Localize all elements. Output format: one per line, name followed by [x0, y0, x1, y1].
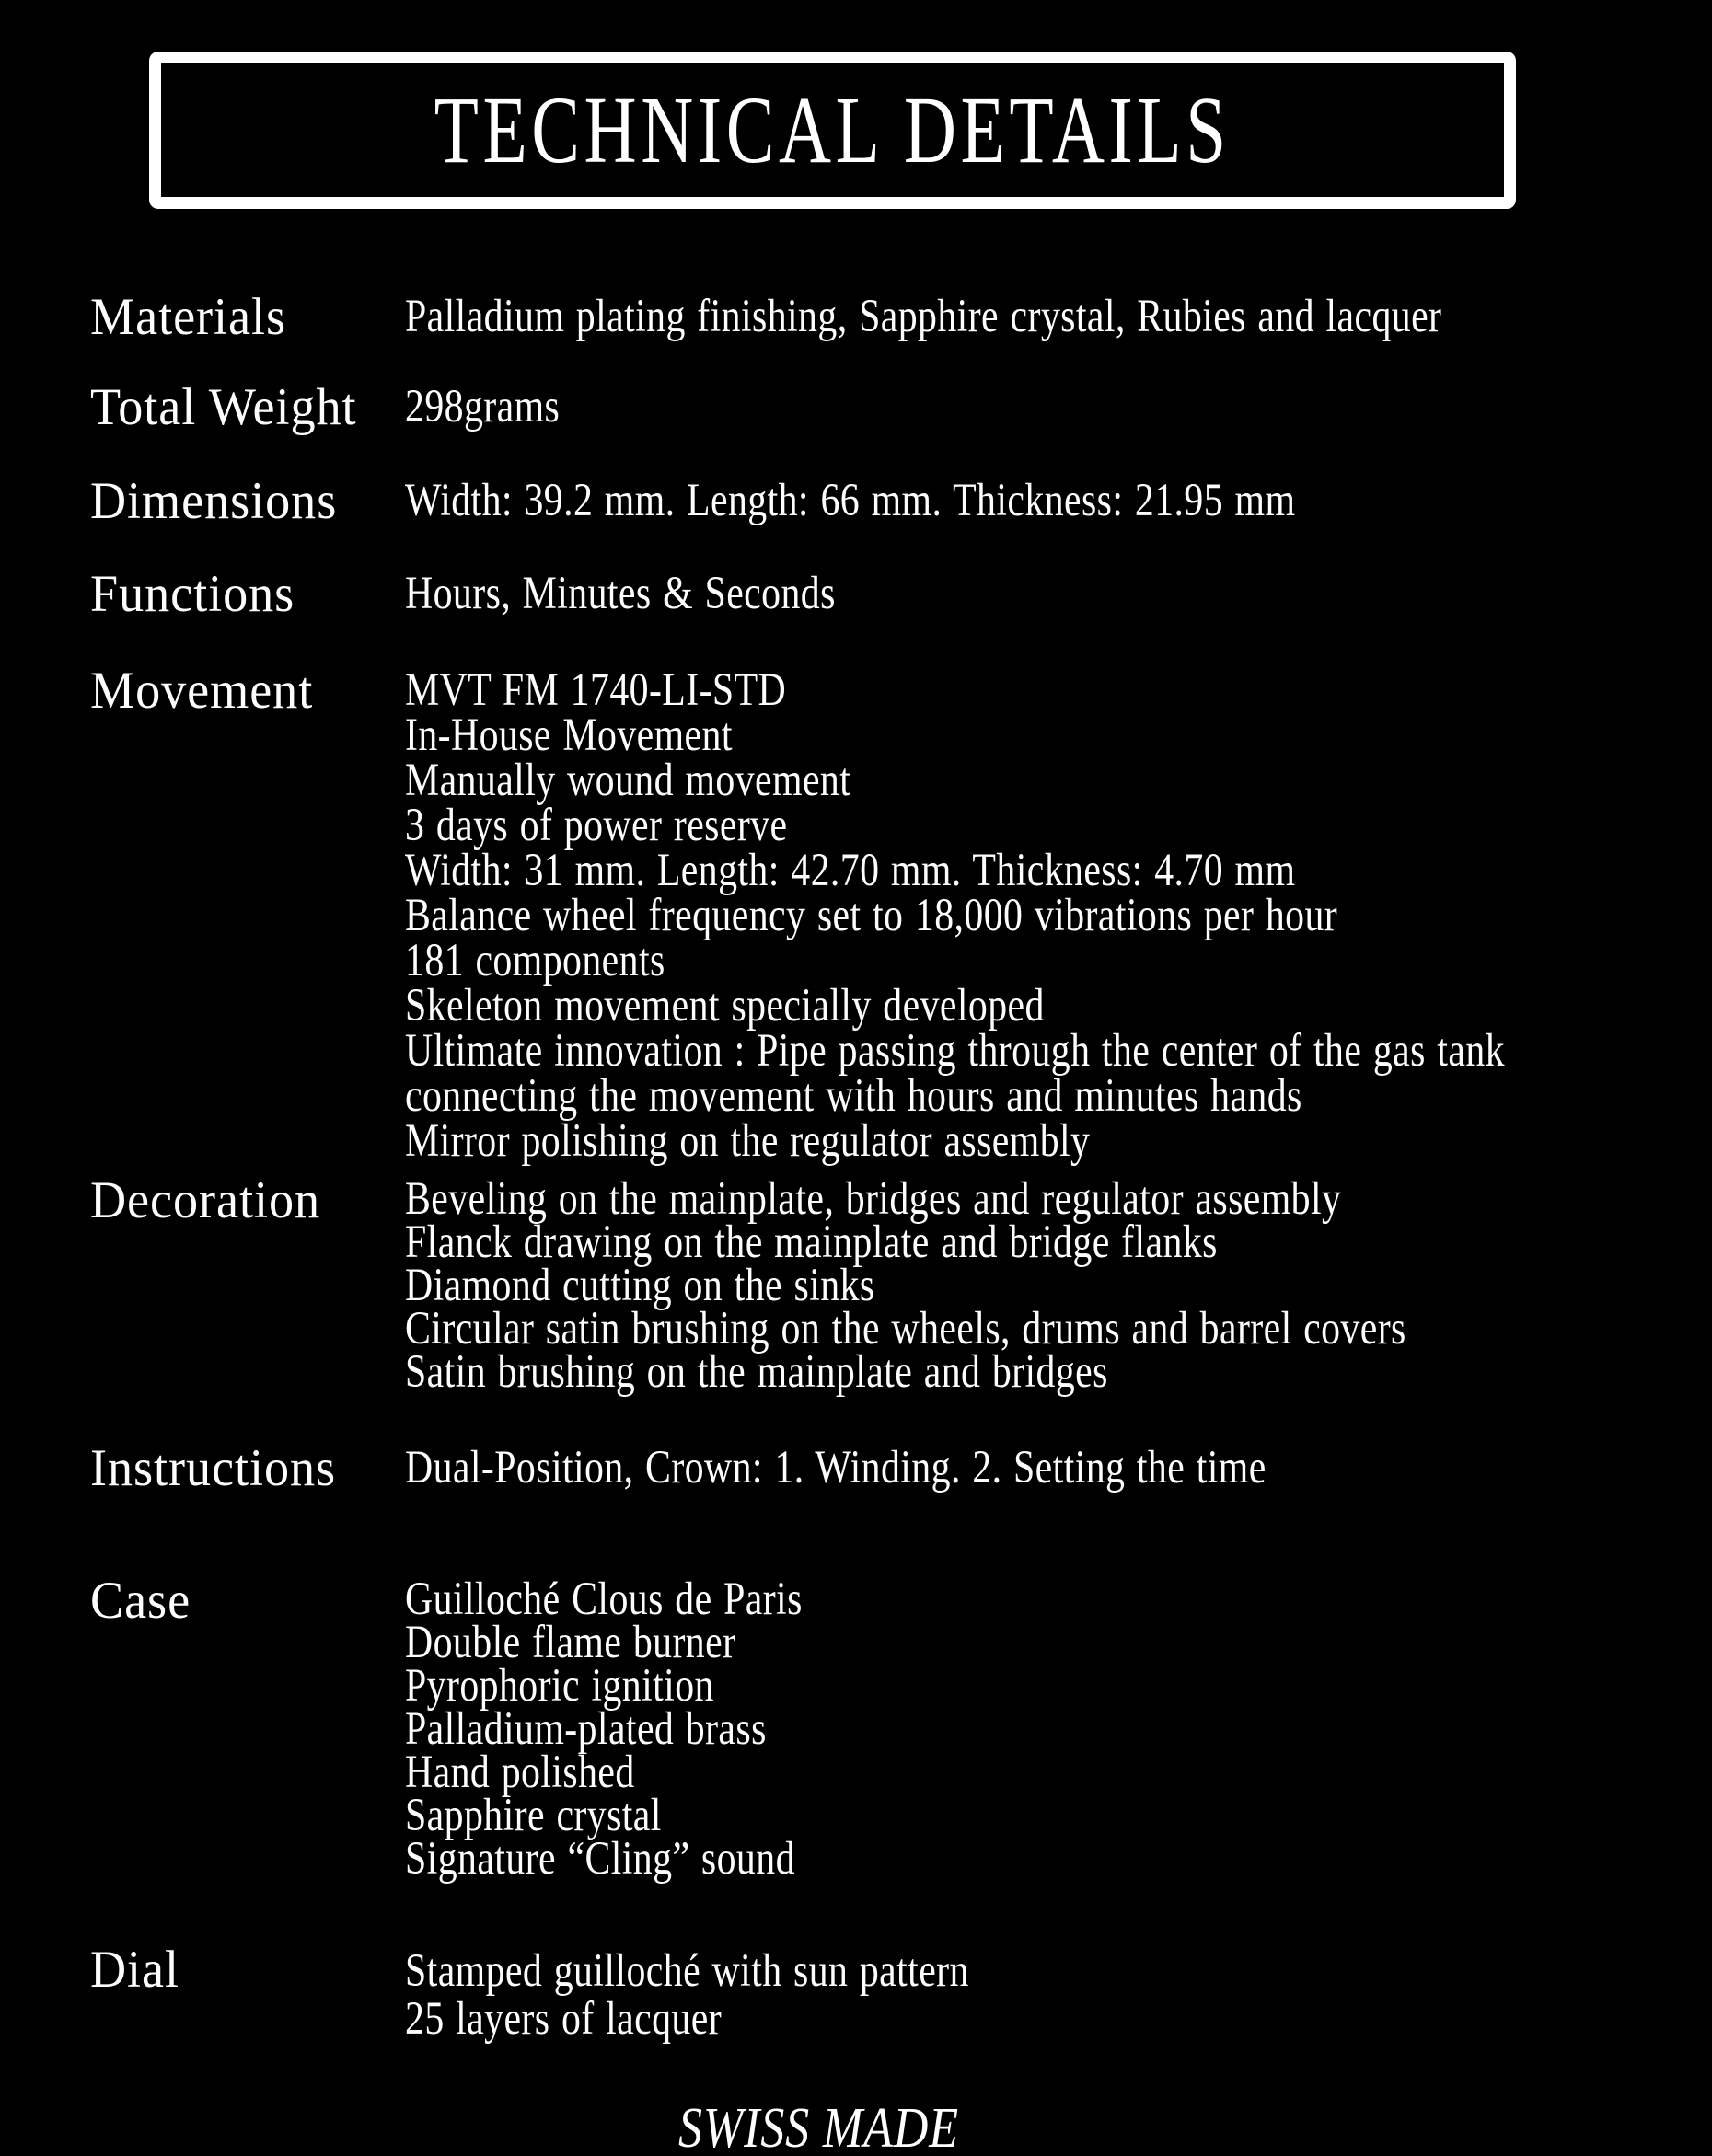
section-label-dimensions: Dimensions	[90, 472, 338, 530]
section-label-instructions: Instructions	[90, 1439, 337, 1497]
section-label-decoration: Decoration	[90, 1171, 321, 1229]
section-values-total-weight	[405, 381, 561, 432]
section-values-decoration	[405, 1173, 1406, 1398]
section-label-case: Case	[90, 1572, 191, 1630]
spec-line: 298grams	[405, 381, 561, 432]
spec-line: Hours, Minutes & Seconds	[405, 568, 836, 619]
spec-line: 3 days of power reserve	[405, 800, 788, 851]
spec-line: Beveling on the mainplate, bridges and regulator assembly	[405, 1173, 1342, 1225]
title-box	[149, 52, 1516, 209]
spec-line: Double flame burner	[405, 1617, 736, 1668]
section-values-case	[405, 1574, 803, 1885]
spec-line: Hand polished	[405, 1747, 635, 1798]
spec-line: Stamped guilloché with sun pattern	[405, 1945, 969, 1997]
spec-line: Manually wound movement	[405, 755, 851, 806]
section-values-dial	[405, 1947, 969, 2043]
section-label-materials: Materials	[90, 288, 287, 346]
spec-line: Circular satin brushing on the wheels, drums and barrel covers	[405, 1303, 1406, 1355]
section-values-functions	[405, 568, 836, 619]
spec-line: 25 layers of lacquer	[405, 1993, 723, 2045]
section-label-functions: Functions	[90, 565, 295, 623]
section-label-total-weight: Total Weight	[90, 378, 357, 436]
spec-line: Diamond cutting on the sinks	[405, 1260, 875, 1311]
spec-line: Palladium plating finishing, Sapphire crystal, Rubies and lacquer	[405, 291, 1442, 342]
spec-line: Sapphire crystal	[405, 1790, 662, 1841]
spec-line: Palladium-plated brass	[405, 1703, 767, 1755]
spec-line: 181 components	[405, 935, 665, 986]
spec-line: Width: 31 mm. Length: 42.70 mm. Thickness: 4.70 mm	[405, 845, 1296, 896]
section-values-dimensions	[405, 475, 1296, 526]
spec-line: Signature “Cling” sound	[405, 1833, 795, 1885]
page-title: TECHNICAL DETAILS	[434, 77, 1232, 183]
section-label-dial: Dial	[90, 1941, 180, 1999]
spec-line: MVT FM 1740-LI-STD	[405, 664, 787, 716]
spec-line: In-House Movement	[405, 709, 733, 761]
spec-line: Skeleton movement specially developed	[405, 980, 1045, 1032]
spec-line: connecting the movement with hours and minutes hands	[405, 1070, 1302, 1122]
swiss-made-label: SWISS MADE	[678, 2097, 959, 2156]
spec-line: Balance wheel frequency set to 18,000 vibrations per hour	[405, 890, 1338, 941]
section-label-movement: Movement	[90, 662, 314, 720]
spec-line: Flanck drawing on the mainplate and bridge flanks	[405, 1216, 1218, 1268]
section-values-materials	[405, 291, 1442, 342]
spec-line: Mirror polishing on the regulator assembly	[405, 1115, 1091, 1167]
spec-line: Guilloché Clous de Paris	[405, 1574, 803, 1625]
spec-line: Pyrophoric ignition	[405, 1660, 714, 1712]
spec-line: Dual-Position, Crown: 1. Winding. 2. Setting the time	[405, 1442, 1267, 1493]
section-values-movement	[405, 664, 1505, 1167]
section-values-instructions	[405, 1442, 1267, 1493]
spec-line: Width: 39.2 mm. Length: 66 mm. Thickness: 21.95 mm	[405, 475, 1296, 526]
spec-line: Ultimate innovation : Pipe passing through the center of the gas tank	[405, 1025, 1505, 1077]
spec-line: Satin brushing on the mainplate and bridges	[405, 1346, 1108, 1398]
